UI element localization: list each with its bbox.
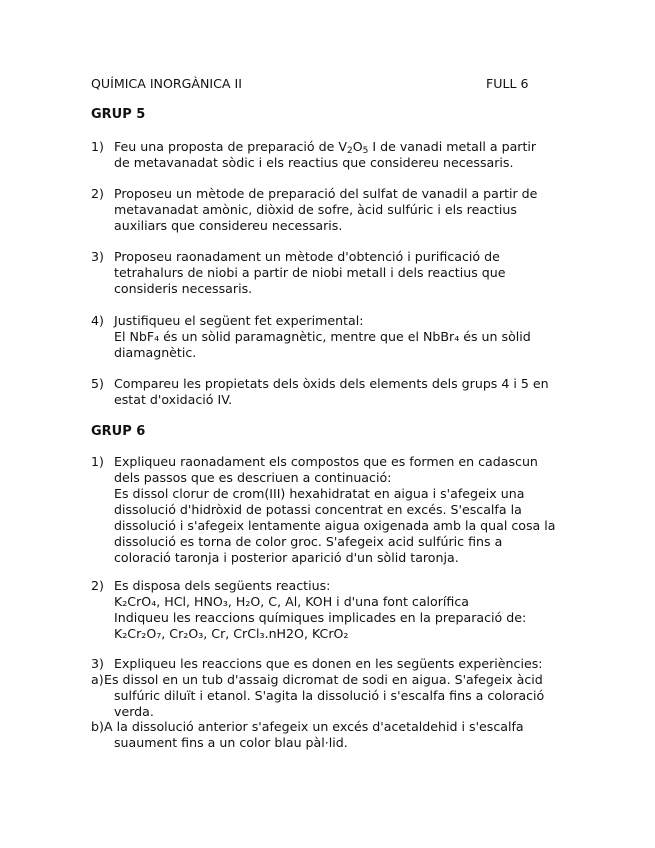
question-number: 4)	[91, 313, 104, 328]
question-number: 1)	[91, 454, 104, 469]
question-line: dissolució d'hidròxid de potassi concentrat en excés. S'escalfa la	[114, 502, 522, 517]
products-line: K₂Cr₂O₇, Cr₂O₃, Cr, CrCl₃.nH2O, KCrO₂	[114, 626, 349, 641]
question-line: Es disposa dels següents reactius:	[114, 578, 331, 593]
question-line: Expliqueu raonadament els compostos que es formen en cadascun	[114, 454, 538, 469]
group5-heading: GRUP 5	[91, 107, 146, 122]
sub-label: a)	[91, 672, 104, 687]
question-line: consideris necessaris.	[114, 281, 253, 296]
group6-question-3b	[91, 719, 571, 751]
group5-question-3	[91, 249, 571, 297]
question-line: Expliqueu les reaccions que es donen en les següents experiències:	[114, 656, 543, 671]
question-line: metavanadat amònic, diòxid de sofre, àcid sulfúric i els reactius	[114, 202, 517, 217]
group6-question-1	[91, 454, 571, 566]
question-line: El NbF₄ és un sòlid paramagnètic, mentre que el NbBr₄ és un sòlid	[114, 329, 531, 344]
question-line: de metavanadat sòdic i els reactius que considereu necessaris.	[114, 155, 514, 170]
question-line: sulfúric diluït i etanol. S'agita la dissolució i s'escalfa fins a coloració	[114, 688, 545, 703]
question-line: Es dissol en un tub d'assaig dicromat de sodi en aigua. S'afegeix àcid	[104, 672, 543, 687]
group6-question-3a	[91, 672, 571, 720]
question-line: diamagnètic.	[114, 345, 197, 360]
question-line: Compareu les propietats dels òxids dels elements dels grups 4 i 5 en	[114, 376, 549, 391]
group5-question-1	[91, 139, 571, 171]
question-line: Proposeu un mètode de preparació del sulfat de vanadil a partir de	[114, 186, 538, 201]
question-line: Justifiqueu el següent fet experimental:	[114, 313, 364, 328]
question-line: Feu una proposta de preparació de $V_2O_5$ I de vanadi metall a partir	[114, 139, 537, 156]
question-line: verda.	[114, 704, 154, 719]
sub-label: b)	[91, 719, 104, 734]
sheet-number: FULL 6	[486, 76, 529, 91]
reagents-line: K₂CrO₄, HCl, HNO₃, H₂O, C, Al, KOH i d'una font calorífica	[114, 594, 469, 609]
group6-heading: GRUP 6	[91, 424, 146, 439]
group5-question-2	[91, 186, 571, 234]
question-line: A la dissolució anterior s'afegeix un excés d'acetaldehid i s'escalfa	[104, 719, 524, 734]
question-line: dissolució i s'afegeix lentamente aigua oxigenada amb la qual cosa la	[114, 518, 556, 533]
question-number: 1)	[91, 139, 104, 154]
question-line: suaument fins a un color blau pàl·lid.	[114, 735, 348, 750]
question-line: tetrahalurs de niobi a partir de niobi metall i dels reactius que	[114, 265, 506, 280]
question-number: 2)	[91, 186, 104, 201]
question-line: dissolució es torna de color groc. S'afegeix acid sulfúric fins a	[114, 534, 503, 549]
course-title: QUÍMICA INORGÀNICA II	[91, 76, 242, 91]
question-line: Proposeu raonadament un mètode d'obtenció i purificació de	[114, 249, 500, 264]
question-line: Indiqueu les reaccions químiques implicades en la preparació de:	[114, 610, 527, 625]
question-line: estat d'oxidació IV.	[114, 392, 233, 407]
question-number: 3)	[91, 249, 104, 264]
question-line: auxiliars que considereu necessaris.	[114, 218, 343, 233]
question-number: 2)	[91, 578, 104, 593]
group5-question-4	[91, 313, 571, 361]
question-number: 5)	[91, 376, 104, 391]
question-number: 3)	[91, 656, 104, 671]
group6-question-2	[91, 578, 571, 642]
group5-question-5	[91, 376, 571, 408]
question-line: dels passos que es descriuen a continuació:	[114, 470, 392, 485]
question-line: Es dissol clorur de crom(III) hexahidratat en aigua i s'afegeix una	[114, 486, 525, 501]
question-line: coloració taronja i posterior aparició d'un sòlid taronja.	[114, 550, 459, 565]
group6-question-3	[91, 656, 571, 672]
